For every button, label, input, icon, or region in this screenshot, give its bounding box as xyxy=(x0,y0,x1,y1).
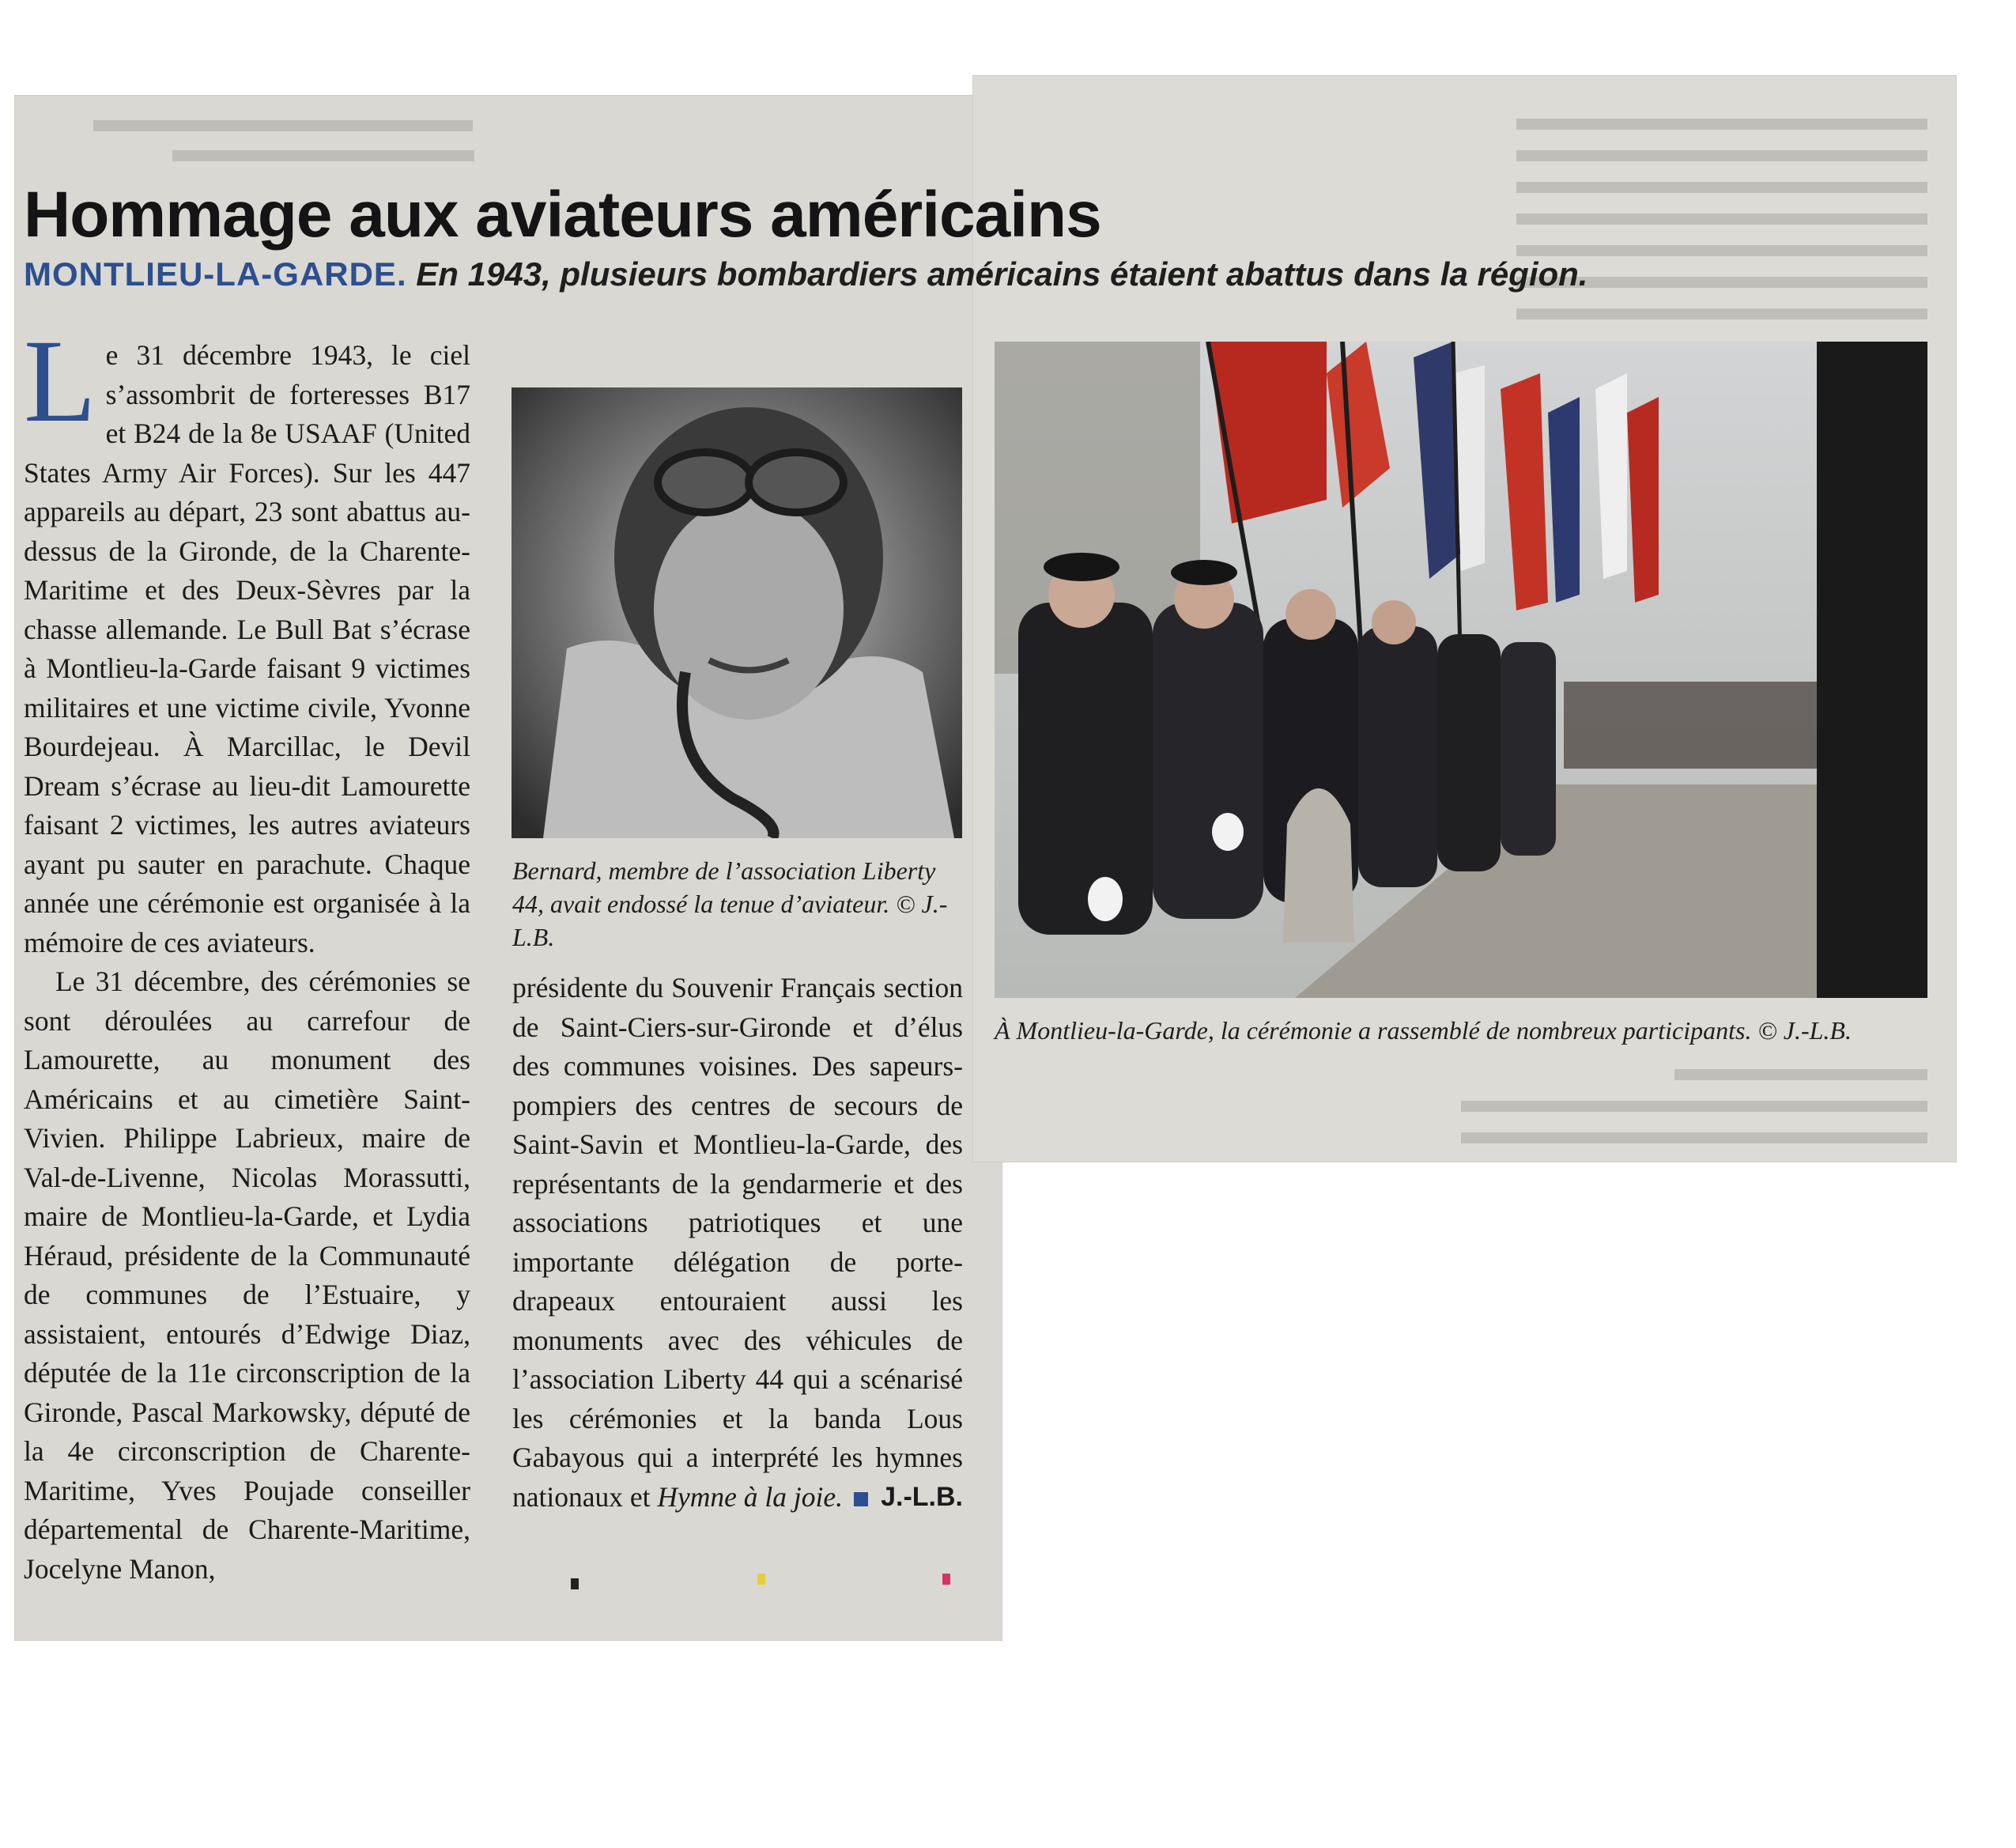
ceremony-caption: À Montlieu-la-Garde, la cérémonie a rassemblé de nombreux participants. © J.-L.B. xyxy=(995,1016,1852,1045)
paragraph-3 xyxy=(512,969,963,1517)
bleed-through-texture xyxy=(32,79,474,166)
article-subhead xyxy=(24,255,1588,293)
paragraph-1-text: e 31 décembre 1943, le ciel s’assombrit de forteresses B17 et B24 de la 8e USAAF (United States Army Air Forces). Sur les 447 appareils au départ, 23 sont abattus au-dessus de la Gironde, de la Charente-Maritime et des Deux-Sèvres par la chasse allemande. Le Bull Bat s’écrase à Montlieu-la-Garde faisant 9 victimes militaires et une victime civile, Yvonne Bourdejeau. À Marcillac, le Devil Dream s’écrase au lieu-dit Lamourette faisant 2 victimes, les autres aviateurs ayant pu sauter en parachute. Chaque année une cérémonie est organisée à la mémoire de ces aviateurs. xyxy=(24,339,470,958)
paragraph-3-text: présidente du Souvenir Français section de Saint-Ciers-sur-Gironde et d’élus des communes voisines. Des sapeurs-pompiers des centres de secours de Saint-Savin et Montlieu-la-Garde, des représentants de la gendarmerie et des associations patriotiques et une importante délégation de porte-drapeaux entouraient aussi les monuments avec des véhicules de l’association Liberty 44 qui a scénarisé les cérémonies et la banda Lous Gabayous qui a interprété les hymnes nationaux et xyxy=(512,972,963,1513)
paragraph-2: Le 31 décembre, des cérémonies se sont déroulées au carrefour de Lamourette, au monument des Américains et au cimetière Saint-Vivien. Philippe Labrieux, maire de Val-de-Livenne, Nicolas Morassutti, maire de Montlieu-la-Garde, et Lydia Héraud, présidente de la Communauté de communes de l’Estuaire, y assistaient, entourés d’Edwige Diaz, députée de la 11e circonscription de la Gironde, Pascal Markowsky, député de la 4e circonscription de Charente-Maritime, Yves Poujade conseiller départemental de Charente-Maritime, Jocelyne Manon, xyxy=(24,966,470,1585)
article-column-2 xyxy=(512,969,963,1517)
article-kicker: En 1943, plusieurs bombardiers américains étaient abattus dans la région. xyxy=(416,255,1588,293)
paragraph-3-italic: Hymne à la joie. xyxy=(657,1480,843,1513)
bleed-lines-lower-right xyxy=(1437,1061,1929,1155)
registration-mark-magenta xyxy=(942,1574,950,1585)
ceremony-illustration xyxy=(995,342,1927,998)
end-of-article-marker xyxy=(854,1492,868,1506)
bleed-through-texture-lower-right xyxy=(1423,1028,1929,1155)
ceremony-photo xyxy=(995,342,1927,998)
article-headline: Hommage aux aviateurs américains xyxy=(24,179,1101,251)
article-column-1 xyxy=(24,316,470,1589)
portrait-caption: Bernard, membre de l’association Liberty 44, avait endossé la tenue d’aviateur. © J.-L.B. xyxy=(512,856,948,951)
aviator-portrait-photo xyxy=(512,387,962,838)
article-byline: J.-L.B. xyxy=(881,1481,963,1512)
bleed-lines-right xyxy=(1501,112,1929,340)
location-label: MONTLIEU-LA-GARDE. xyxy=(24,255,407,293)
dropcap-letter: L xyxy=(24,316,96,447)
registration-mark-black xyxy=(571,1578,579,1589)
bleed-through-texture-right xyxy=(1486,79,1929,340)
paragraph-1 xyxy=(24,316,470,962)
bleed-lines xyxy=(46,112,474,166)
aviator-portrait-illustration xyxy=(512,387,962,838)
registration-mark-yellow xyxy=(757,1574,765,1585)
